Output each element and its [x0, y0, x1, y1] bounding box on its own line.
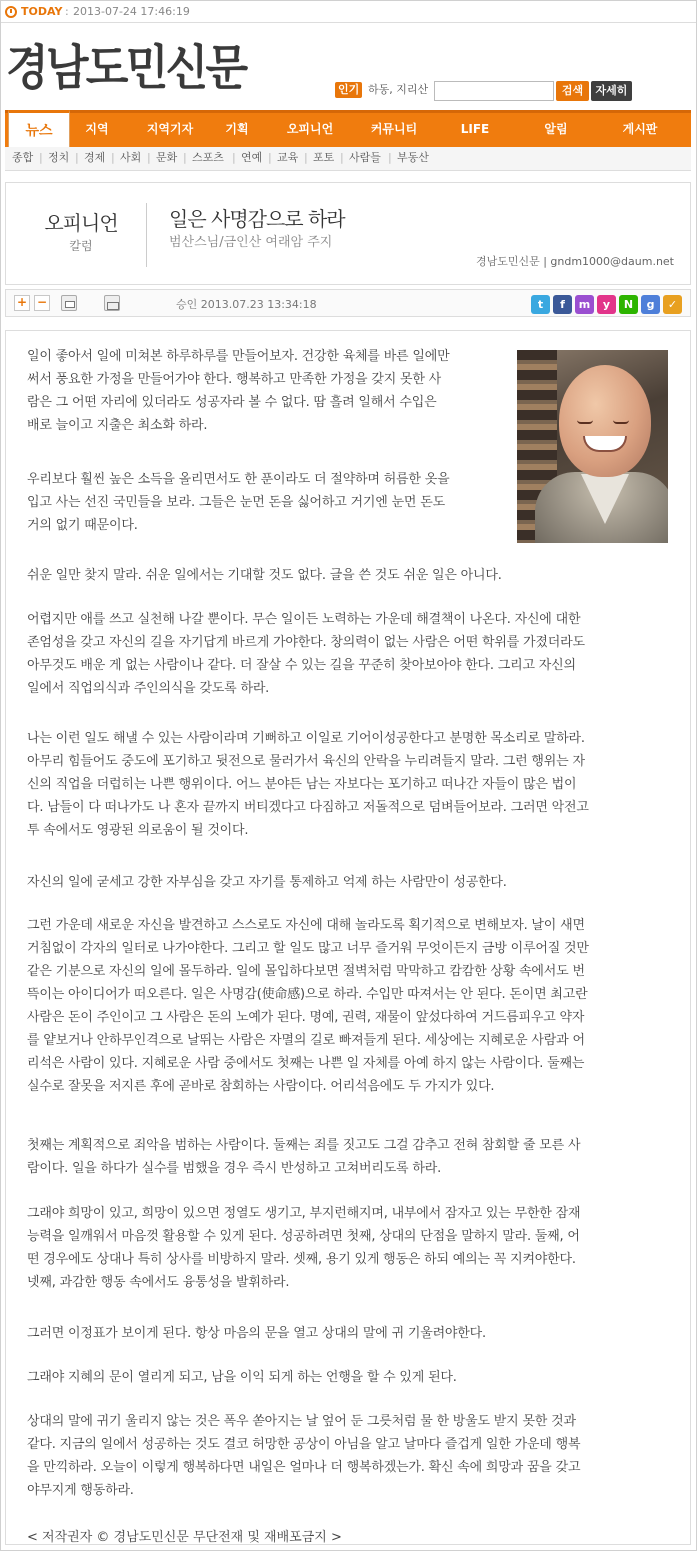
nav-item-news[interactable]: 뉴스: [8, 110, 70, 150]
article-paragraph: 그런 가운데 새로운 자신을 발견하고 스스로도 자신에 대해 놀라도록 획기적으로 변해보자. 날이 새면 거침없이 각자의 일터로 나가야한다. 그리고 할 일도 많고 너무 즐거워 무엇이든지 금방 이루어질 것만 같은 기분으로 자신의 일에 몰두하라. 일에 몰입하다보면 절벽처럼 막막하고 캄캄한 상황 속에서도 번 뜩이는 아이디어가 떠오른다. 일은 사명감(使命感)으로 하라. 수입만 따져서는 안 된다. 돈이면 최고란 사람은 돈이 주인이고 그 사람은 돈의 노예가 된다. 명예, 권력, 재물이 앞섰다하여 거드름피우고 약자 를 얕보거나 안하무인격으로 날뛰는 사람은 자멸의 길로 빠져들게 된다. 세상에는 지혜로운 사람과 어 리석은 사람이 있다. 지혜로운 사람 중에서도 첫째는 나쁜 일 자체를 아예 하지 않는 사람이다. 둘째는 실수로 잘못을 저지른 후에 곧바로 참회하는 사람이다. 어리석음에도 두 가지가 있다.: [27, 918, 589, 1094]
nav-item-community[interactable]: 커뮤니티: [370, 122, 418, 136]
subnav-item-people[interactable]: 사람들: [349, 151, 381, 164]
subnav-divider: |: [147, 151, 151, 164]
subnav-item-entertainment[interactable]: 연예: [241, 151, 263, 164]
article-toolbar: [5, 289, 691, 317]
facebook-icon[interactable]: f: [553, 295, 572, 314]
today-label: TODAY: [21, 5, 63, 18]
subnav-divider: |: [75, 151, 79, 164]
subnav-divider: |: [111, 151, 115, 164]
nav-item-life[interactable]: LIFE: [460, 122, 490, 136]
print-icon[interactable]: [61, 295, 77, 311]
current-datetime: 2013-07-24 17:46:19: [73, 5, 190, 18]
article-paragraph: 쉬운 일만 찾지 말라. 쉬운 일에서는 기대할 것도 없다. 글을 쓴 것도 쉬운 일은 아니다.: [27, 568, 502, 583]
article-subtitle: 범산스님/금인산 여래암 주지: [169, 235, 333, 250]
nav-item-notice[interactable]: 알림: [544, 122, 568, 136]
subnav-item-economy[interactable]: 경제: [84, 151, 106, 164]
me2day-icon[interactable]: m: [575, 295, 594, 314]
subnav-divider: |: [232, 151, 236, 164]
font-decrease-button[interactable]: −: [34, 295, 50, 311]
subnav-divider: |: [39, 151, 43, 164]
site-logo[interactable]: 경남도민신문: [6, 40, 246, 96]
nav-item-opinion[interactable]: 오피니언: [286, 122, 334, 136]
article-title: 일은 사명감으로 하라: [169, 207, 345, 231]
article-paragraph: 그러면 이정표가 보이게 된다. 항상 마음의 문을 열고 상대의 말에 귀 기울려야한다.: [27, 1326, 486, 1341]
nav-item-region[interactable]: 지역: [85, 122, 109, 136]
copyright-notice: < 저작권자 © 경남도민신문 무단전재 및 재배포금지 >: [27, 1530, 342, 1545]
nav-item-board[interactable]: 게시판: [622, 122, 658, 136]
article-paragraph: 일이 좋아서 일에 미쳐본 하루하루를 만들어보자. 건강한 육체를 바른 일에만 써서 풍요한 가정을 만들어가야 한다. 행복하고 만족한 가정을 갖지 못한 사 람은 그 어떤 자리에 있더라도 성공자라 볼 수 없다. 땀 흘려 일해서 수입은 배로 늘이고 지출은 최소화 하라.: [27, 349, 450, 433]
popular-keyword-links[interactable]: 하동, 지리산: [368, 83, 429, 96]
top-bar: [1, 1, 696, 23]
subnav-item-education[interactable]: 교육: [277, 151, 299, 164]
clock-icon: [5, 6, 17, 18]
detail-search-button[interactable]: 자세히: [591, 81, 632, 101]
article-paragraph: 자신의 일에 굳세고 강한 자부심을 갖고 자기를 통제하고 억제 하는 사람만이 성공한다.: [27, 875, 507, 890]
article-paragraph: 그래야 지혜의 문이 열리게 되고, 남을 이익 되게 하는 언행을 할 수 있게 된다.: [27, 1370, 457, 1385]
video-icon[interactable]: [104, 295, 120, 311]
subnav-item-general[interactable]: 종합: [12, 151, 34, 164]
popular-label: 인기: [335, 82, 362, 98]
article-paragraph: 상대의 말에 귀기 울리지 않는 것은 폭우 쏟아지는 날 엎어 둔 그릇처럼 물 한 방울도 받지 못한 것과 같다. 지금의 일에서 성공하는 것도 결코 허망한 공상이 아님을 알고 날마다 즐겁게 일한 가운데 행복 을 만끽하라. 오늘이 이렇게 행복하다면 내일은 얼마나 더 행복하겠는가. 확신 속에 희망과 꿈을 갖고 야무지게 행동하라.: [27, 1414, 581, 1498]
article-paragraph: 어렵지만 애를 쓰고 실천해 나갈 뿐이다. 무슨 일이든 노력하는 가운데 해결책이 나온다. 자신에 대한 존엄성을 갖고 자신의 길을 자기답게 바르게 가야한다. 창의력이 없는 사람은 어떤 학위를 가졌더라도 아무것도 배운 게 없는 사람이나 같다. 더 잘살 수 있는 길을 꾸준히 찾아보아야 한다. 그리고 자신의 일에서 직업의식과 주인의식을 갖도록 하라.: [27, 612, 585, 696]
bookmark-share-icon[interactable]: ✓: [663, 295, 682, 314]
approval-time: 승인 2013.07.23 13:34:18: [176, 298, 317, 311]
today-separator: :: [65, 5, 69, 18]
header-divider: [146, 203, 147, 267]
subnav-divider: |: [183, 151, 187, 164]
subnav-item-photo[interactable]: 포토: [313, 151, 335, 164]
section-category: 칼럼: [69, 239, 93, 253]
subnav-item-politics[interactable]: 정치: [48, 151, 70, 164]
article-paragraph: 우리보다 훨씬 높은 소득을 올리면서도 한 푼이라도 더 절약하며 허름한 옷을 입고 사는 선진 국민들을 보라. 그들은 눈먼 돈을 싫어하고 거기엔 눈먼 돈도 거의 없기 때문이다.: [27, 472, 450, 533]
subnav-item-culture[interactable]: 문화: [156, 151, 178, 164]
subnav-item-society[interactable]: 사회: [120, 151, 142, 164]
section-name: 오피니언: [44, 211, 118, 235]
article-header: [5, 182, 691, 285]
nav-item-planning[interactable]: 기획: [225, 122, 249, 136]
twitter-icon[interactable]: t: [531, 295, 550, 314]
subnav-item-sports[interactable]: 스포츠: [192, 151, 224, 164]
subnav-divider: |: [268, 151, 272, 164]
main-navigation: [5, 110, 691, 147]
article-paragraph: 그래야 희망이 있고, 희망이 있으면 정열도 생기고, 부지런해지며, 내부에서 잠자고 있는 무한한 잠재 능력을 일깨워서 마음껏 활용할 수 있게 된다. 성공하려면 첫째, 상대의 단점을 말하지 말라. 둘째, 어 떤 경우에도 상대나 특히 상사를 비방하지 말라. 셋째, 용기 있게 행동은 하되 예의는 꼭 지켜야한다. 넷째, 과감한 행동 속에서도 융통성을 발휘하라.: [27, 1206, 581, 1290]
yozm-icon[interactable]: y: [597, 295, 616, 314]
article-paragraph: 첫째는 계획적으로 죄악을 범하는 사람이다. 둘째는 죄를 짓고도 그걸 감추고 전혀 참회할 줄 모른 사 람이다. 일을 하다가 실수를 범했을 경우 즉시 반성하고 고쳐버리도록 하라.: [27, 1138, 581, 1176]
article-byline: 경남도민신문 | gndm1000@daum.net: [475, 255, 674, 268]
subnav-divider: |: [304, 151, 308, 164]
search-input[interactable]: [434, 81, 554, 101]
subnav-divider: |: [388, 151, 392, 164]
subnav-item-real-estate[interactable]: 부동산: [397, 151, 429, 164]
font-increase-button[interactable]: +: [14, 295, 30, 311]
naver-icon[interactable]: N: [619, 295, 638, 314]
google-icon[interactable]: g: [641, 295, 660, 314]
subnav-divider: |: [340, 151, 344, 164]
article-paragraph: 나는 이런 일도 해낼 수 있는 사람이라며 기뻐하고 이일로 기어이성공한다고 분명한 목소리로 말하라. 아무리 힘들어도 중도에 포기하고 뒷전으로 물러가서 육신의 안락을 누리려들지 말라. 그런 행위는 자 신의 직업을 더럽히는 나쁜 행위이다. 어느 분야든 남는 자보다는 포기하고 떠나간 자들이 많은 법이 다. 남들이 다 떠나가도 나 혼자 끝까지 버티겠다고 다짐하고 저돌적으로 덤벼들어보라. 그러면 악전고 투 속에서도 영광된 의로움이 될 것이다.: [27, 731, 589, 838]
search-button[interactable]: 검색: [556, 81, 589, 101]
nav-item-region-reporter[interactable]: 지역기자: [146, 122, 194, 136]
author-photo: [517, 350, 668, 543]
sub-navigation: [5, 147, 691, 171]
